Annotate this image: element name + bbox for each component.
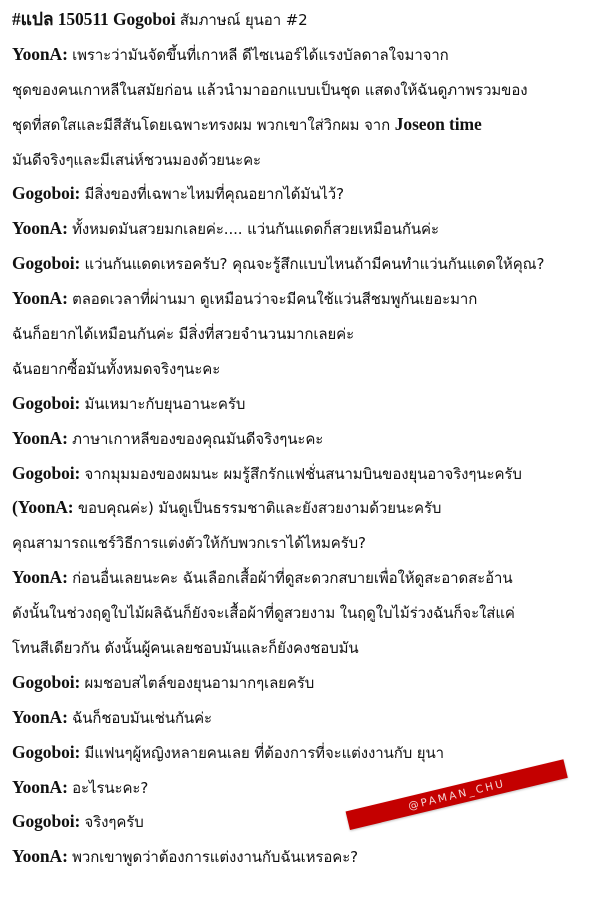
dialogue-line <box>12 667 597 702</box>
speaker-label: YoonA: <box>12 567 73 588</box>
dialogue-line <box>12 632 597 667</box>
dialogue-text: อะไรนะคะ? <box>72 778 149 797</box>
dialogue-text: ชุดของคนเกาหลีในสมัยก่อน แล้วนำมาออกแบบเป็นชุด แสดงให้ฉันดูภาพรวมของ <box>12 80 528 99</box>
dialogue-text: ผมชอบสไตล์ของยุนอามากๆเลยครับ <box>84 673 315 692</box>
dialogue-text: ดังนั้นในช่วงฤดูใบไม้ผลิฉันก็ยังจะเสื้อผ้าที่ดูสวยงาม ในฤดูใบไม้ร่วงฉันก็จะใส่แค่ <box>12 604 515 623</box>
speaker-label: (YoonA: <box>12 497 78 518</box>
dialogue-english-suffix: Joseon time <box>394 113 482 134</box>
speaker-label: YoonA: <box>12 288 73 309</box>
document-title <box>12 4 597 39</box>
dialogue-line <box>12 841 597 876</box>
dialogue-text: พวกเขาพูดว่าต้องการแต่งงานกับฉันเหรอคะ? <box>72 848 359 867</box>
speaker-label: YoonA: <box>12 706 73 727</box>
speaker-label: YoonA: <box>12 776 73 797</box>
dialogue-text: เพราะว่ามันจัดขึ้นที่เกาหลี ดีไซเนอร์ได้แรงบัลดาลใจมาจาก <box>72 45 449 64</box>
dialogue-text: ฉันอยากซื้อมันทั้งหมดจริงๆนะคะ <box>12 359 221 378</box>
dialogue-text: มันเหมาะกับยุนอานะครับ <box>84 394 246 413</box>
dialogue-line <box>12 109 597 144</box>
dialogue-text: ตลอดเวลาที่ผ่านมา ดูเหมือนว่าจะมีคนใช้แว่นสีชมพูกันเยอะมาก <box>72 290 478 309</box>
dialogue-text: ขอบคุณค่ะ) มันดูเป็นธรรมชาติและยังสวยงามด้วยนะครับ <box>77 499 442 518</box>
dialogue-line <box>12 74 597 109</box>
dialogue-line <box>12 213 597 248</box>
speaker-label: Gogoboi: <box>12 811 85 832</box>
dialogue-text: จากมุมมองของผมนะ ผมรู้สึกรักแฟชั่นสนามบินของยุนอาจริงๆนะครับ <box>84 464 522 483</box>
dialogue-text: ฉันก็อยากได้เหมือนกันค่ะ มีสิ่งที่สวยจำนวนมากเลยค่ะ <box>12 325 355 344</box>
dialogue-line <box>12 423 597 458</box>
dialogue-line <box>12 527 597 562</box>
dialogue-text: ภาษาเกาหลีของของคุณมันดีจริงๆนะคะ <box>72 429 324 448</box>
dialogue-text: ก่อนอื่นเลยนะคะ ฉันเลือกเสื้อผ้าที่ดูสะดวกสบายเพื่อให้ดูสะอาดสะอ้าน <box>72 569 513 588</box>
speaker-label: Gogoboi: <box>12 183 85 204</box>
dialogue-line <box>12 562 597 597</box>
dialogue-text: ชุดที่สดใสและมีสีสันโดยเฉพาะทรงผม พวกเขาใส่วิกผม จาก <box>12 115 395 134</box>
speaker-label: YoonA: <box>12 846 73 867</box>
title-text: สัมภาษณ์ ยุนอา #2 <box>179 11 308 29</box>
dialogue-line <box>12 806 597 841</box>
dialogue-line <box>12 178 597 213</box>
dialogue-line <box>12 318 597 353</box>
speaker-label: YoonA: <box>12 218 73 239</box>
dialogue-text: ฉันก็ชอบมันเช่นกันค่ะ <box>72 708 212 727</box>
dialogue-line <box>12 353 597 388</box>
dialogue-text: คุณสามารถแชร์วิธีการแต่งตัวให้กับพวกเราได้ไหมครับ? <box>12 534 366 553</box>
dialogue-line <box>12 39 597 74</box>
dialogue-line <box>12 458 597 493</box>
dialogue-line <box>12 248 597 283</box>
dialogue-text: ทั้งหมดมันสวยมกเลยค่ะ.... แว่นกันแดดก็สวยเหมือนกันค่ะ <box>72 220 439 239</box>
dialogue-line <box>12 388 597 423</box>
dialogue-text: มีสิ่งของที่เฉพาะไหมที่คุณอยากได้มันไว้? <box>84 185 344 204</box>
dialogue-text: โทนสีเดียวกัน ดังนั้นผู้คนเลยชอบมันและก็ยังคงชอบมัน <box>12 639 359 658</box>
speaker-label: Gogoboi: <box>12 392 85 413</box>
dialogue-text: จริงๆครับ <box>84 813 144 832</box>
speaker-label: YoonA: <box>12 43 73 64</box>
dialogue-text: มันดีจริงๆและมีเสน่ห์ชวนมองด้วยนะคะ <box>12 150 261 169</box>
watermark-text: @PAMAN_CHU <box>406 777 507 813</box>
dialogue-text: แว่นกันแดดเหรอครับ? คุณจะรู้สึกแบบไหนถ้ามีคนทำแว่นกันแดดให้คุณ? <box>84 255 545 274</box>
dialogue-line <box>12 737 597 772</box>
title-prefix: #แปล 150511 Gogoboi <box>12 9 180 29</box>
speaker-label: YoonA: <box>12 427 73 448</box>
dialogue-line <box>12 492 597 527</box>
translated-interview-document <box>12 4 597 876</box>
dialogue-line <box>12 283 597 318</box>
dialogue-text: มีแฟนๆผู้หญิงหลายคนเลย ที่ต้องการที่จะแต่งงานกับ ยุนา <box>84 743 444 762</box>
dialogue-line <box>12 702 597 737</box>
speaker-label: Gogoboi: <box>12 671 85 692</box>
speaker-label: Gogoboi: <box>12 741 85 762</box>
speaker-label: Gogoboi: <box>12 253 85 274</box>
dialogue-line <box>12 597 597 632</box>
speaker-label: Gogoboi: <box>12 462 85 483</box>
dialogue-line <box>12 144 597 179</box>
